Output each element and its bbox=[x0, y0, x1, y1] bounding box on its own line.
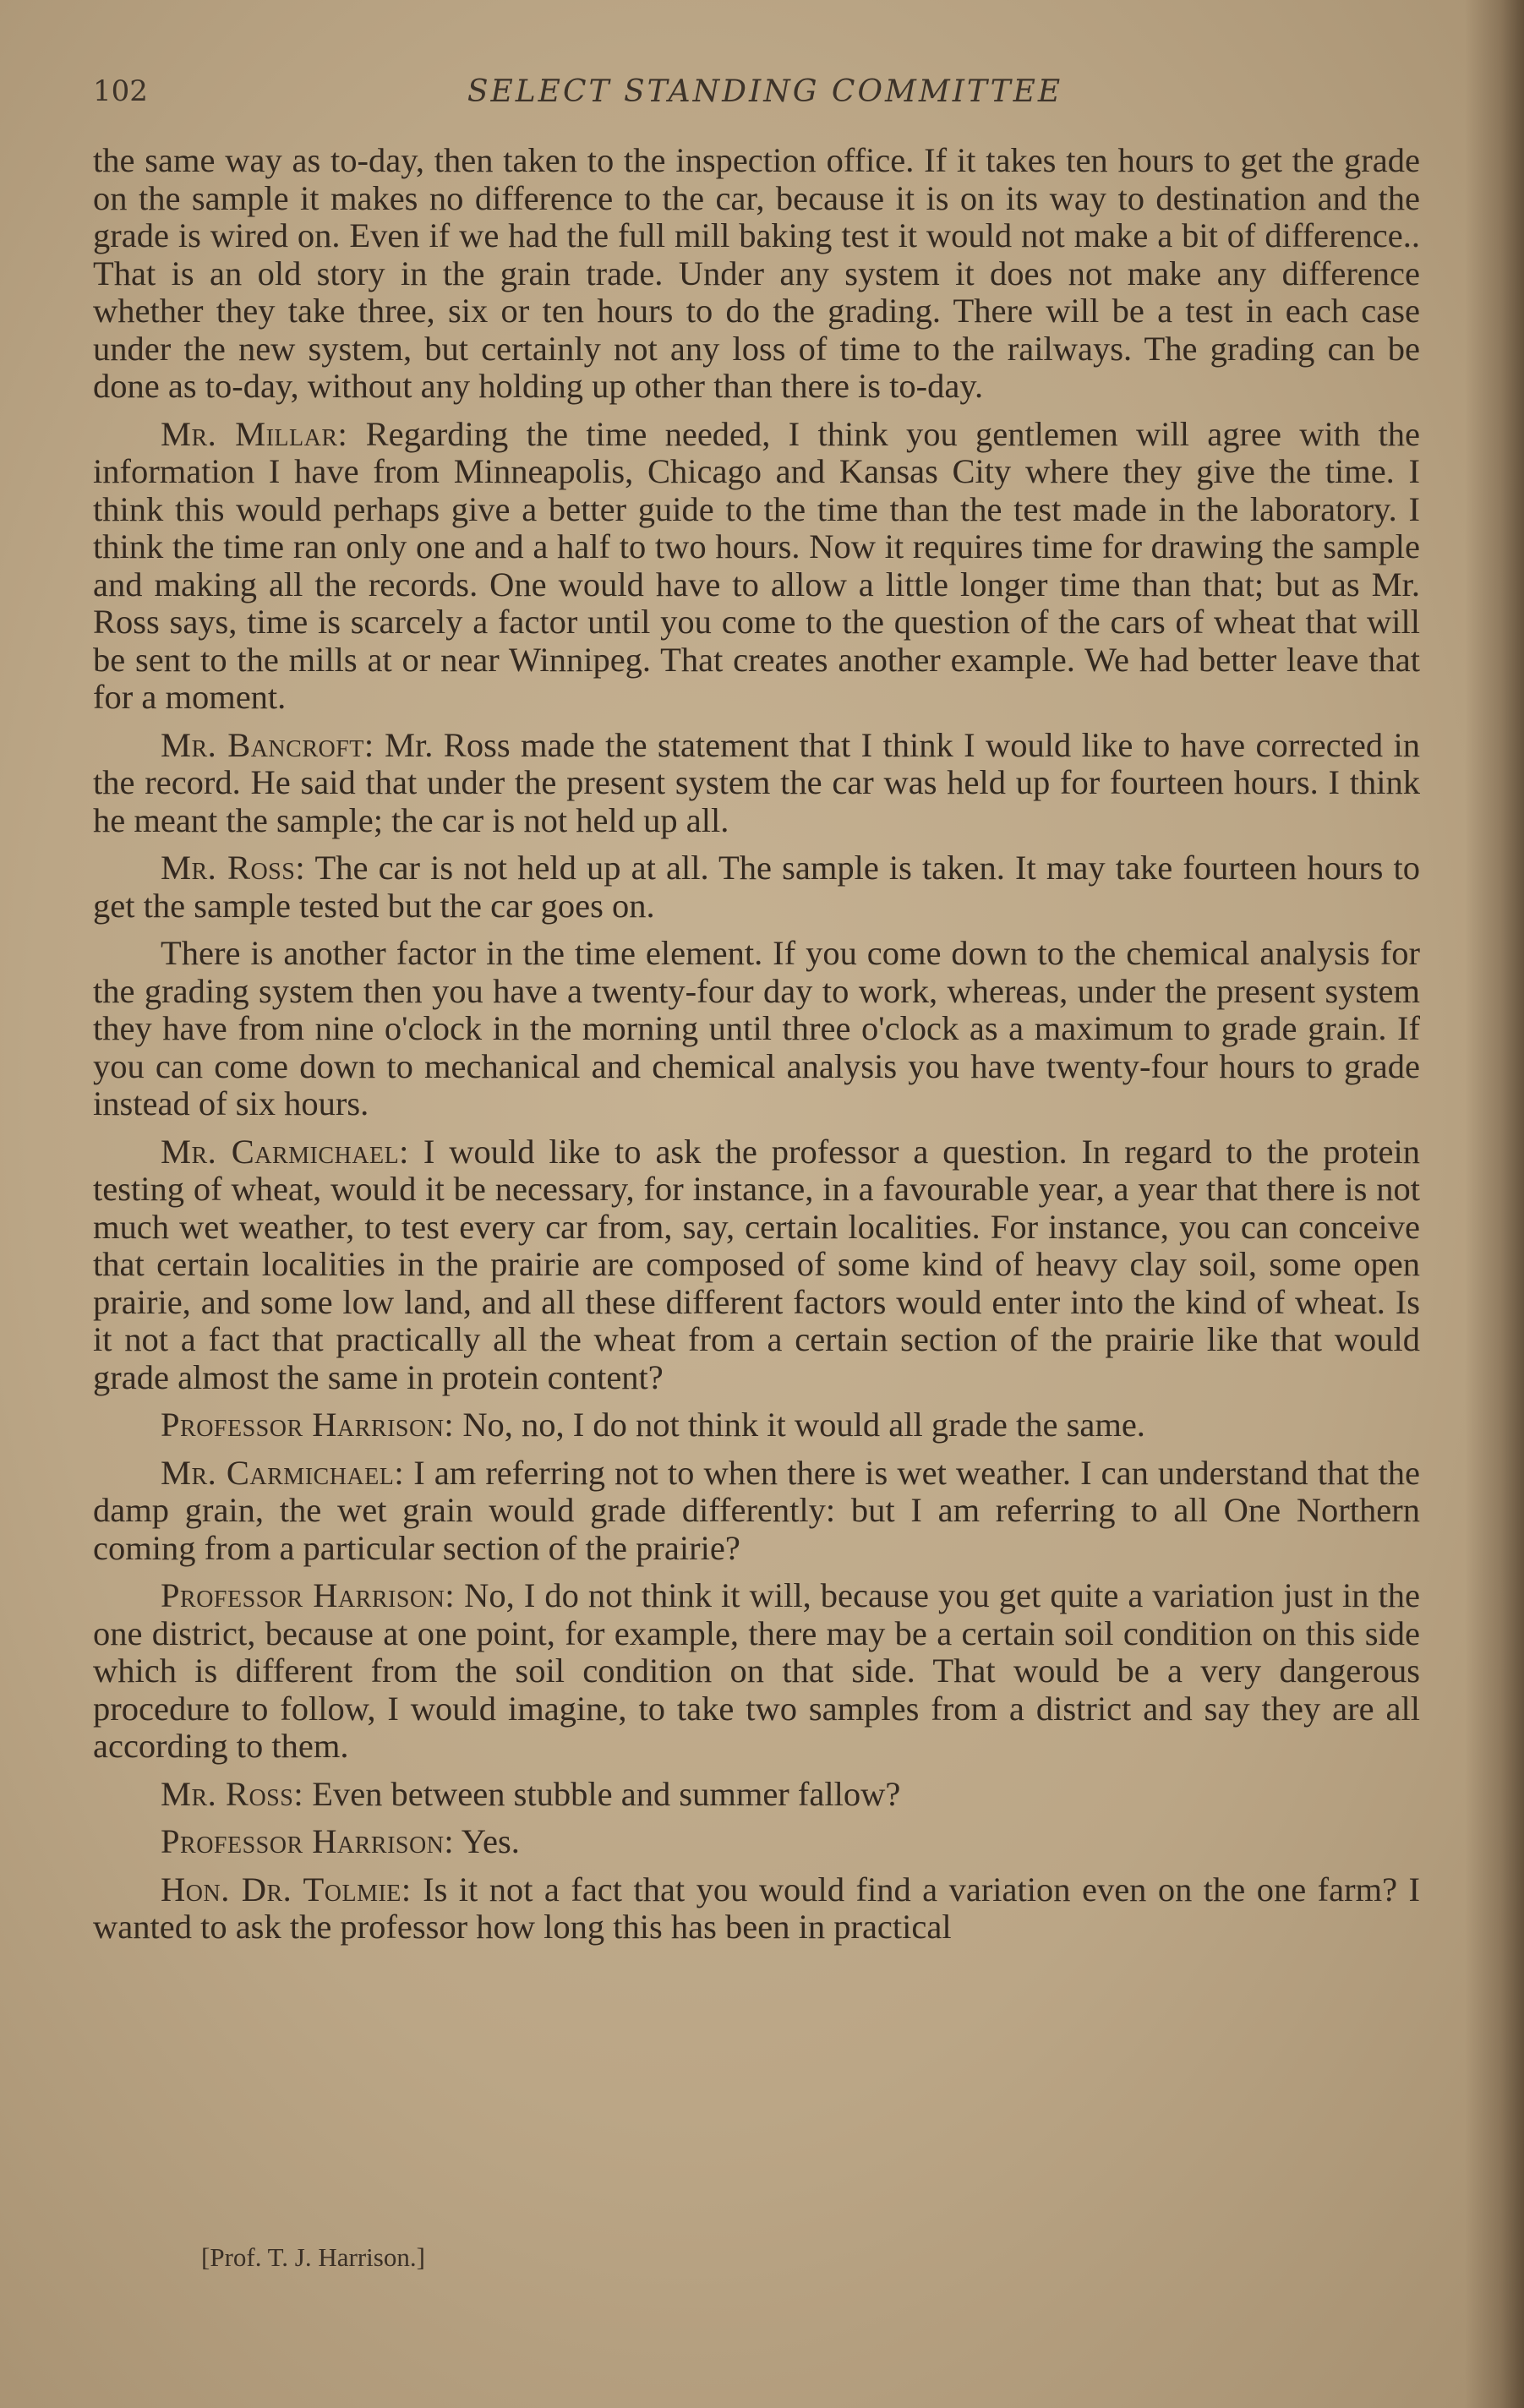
paragraph bbox=[93, 1455, 1420, 1568]
paragraph-text: No, no, I do not think it would all grade the same. bbox=[454, 1406, 1145, 1444]
paragraph bbox=[93, 416, 1420, 717]
paragraph-text: Mr. Ross made the statement that I think I would like to have corrected in the record. He said that under the present system the car was held up for fourteen hours. I think he meant the sample; the car is not held up all. bbox=[93, 725, 1420, 839]
speaker-name: Mr. Millar: bbox=[161, 414, 348, 453]
speaker-credit: [Prof. T. J. Harrison.] bbox=[201, 2242, 425, 2272]
paragraph bbox=[93, 849, 1420, 925]
paragraph bbox=[93, 727, 1420, 840]
speaker-name: Mr. Ross: bbox=[161, 1774, 304, 1813]
paragraph-text: I would like to ask the professor a question. In regard to the protein testing of wheat, would it be necessary, for instance, in a favourable year, a year that there is not much wet weather, to test every car from, say, certain localities. For instance, you can conceive that certain localities in the prairie are composed of some kind of heavy clay soil, some open prairie, and some low land, and all these different factors would enter into the kind of wheat. Is it not a fact that practically all the wheat from a certain section of the prairie like that would grade almost the same in protein content? bbox=[93, 1132, 1420, 1396]
speaker-name: Professor Harrison: bbox=[161, 1406, 455, 1444]
book-spine-shadow bbox=[1465, 0, 1524, 2408]
paragraph-text: Yes. bbox=[454, 1822, 520, 1860]
paragraph-text: The car is not held up at all. The sample is taken. It may take fourteen hours to get the sample tested but the car goes on. bbox=[93, 849, 1420, 925]
speaker-name: Mr. Ross: bbox=[161, 849, 306, 887]
paragraph-text: Even between stubble and summer fallow? bbox=[303, 1774, 901, 1813]
speaker-name: Mr. Bancroft: bbox=[161, 725, 374, 764]
paragraph bbox=[93, 1406, 1420, 1444]
running-head: SELECT STANDING COMMITTEE bbox=[467, 74, 1063, 109]
paragraph bbox=[93, 1577, 1420, 1766]
paragraph bbox=[93, 1871, 1420, 1947]
speaker-name: Hon. Dr. Tolmie: bbox=[161, 1870, 412, 1908]
speaker-name: Professor Harrison: bbox=[161, 1822, 455, 1860]
paragraph-text: the same way as to-day, then taken to the inspection office. If it takes ten hours to get the grade on the sample it makes no difference to the car, because it is on its way to destination and the grade is wired on. Even if we had the full mill baking test it would not make a bit of difference.. That is an old story in the grain trade. Under any system it does not make any difference whether they take three, six or ten hours to do the grading. There will be a test in each case under the new system, but certainly not any loss of time to the railways. The grading can be done as to-day, without any holding up other than there is to-day. bbox=[93, 141, 1420, 405]
paragraph bbox=[93, 1776, 1420, 1814]
paragraph-text: I am referring not to when there is wet weather. I can understand that the damp grain, the wet grain would grade differently: but I am referring to all One Northern coming from a particular section of the prairie? bbox=[93, 1453, 1420, 1567]
paragraph bbox=[93, 1133, 1420, 1397]
paragraph bbox=[93, 935, 1420, 1123]
paragraph-text: Regarding the time needed, I think you gentlemen will agree with the information I have from Minneapolis, Chicago and Kansas City where they give the time. I think this would perhaps give a better guide to the time than the test made in the laboratory. I think the time ran only one and a half to two hours. Now it requires time for drawing the sample and making all the records. One would have to allow a little longer time than that; but as Mr. Ross says, time is scarcely a factor until you come to the question of the cars of wheat that will be sent to the mills at or near Winnipeg. That creates another example. We had better leave that for a moment. bbox=[93, 414, 1420, 716]
page-header bbox=[93, 74, 1437, 117]
speaker-name: Mr. Carmichael: bbox=[161, 1453, 405, 1492]
paragraph bbox=[93, 142, 1420, 406]
paragraph-text: There is another factor in the time element. If you come down to the chemical analysis for the grading system then you have a twenty-four day to work, whereas, under the present system they have from nine o'clock in the morning until three o'clock as a maximum to grade grain. If you can come down to mechanical and chemical analysis you have twenty-four hours to grade instead of six hours. bbox=[93, 934, 1420, 1122]
paragraph bbox=[93, 1823, 1420, 1861]
page-number: 102 bbox=[93, 74, 148, 108]
speaker-name: Mr. Carmichael: bbox=[161, 1132, 409, 1171]
paragraph-text: Is it not a fact that you would find a variation even on the one farm? I wanted to ask the professor how long this has been in practical bbox=[93, 1870, 1420, 1946]
paragraph-text: No, I do not think it will, because you get quite a variation just in the one district, because at one point, for example, there may be a certain soil condition on this side which is different from the soil condition on that side. That would be a very dangerous procedure to follow, I would imagine, to take two samples from a district and say they are all according to them. bbox=[93, 1576, 1420, 1765]
body-text bbox=[93, 142, 1420, 1957]
speaker-name: Professor Harrison: bbox=[161, 1576, 456, 1614]
